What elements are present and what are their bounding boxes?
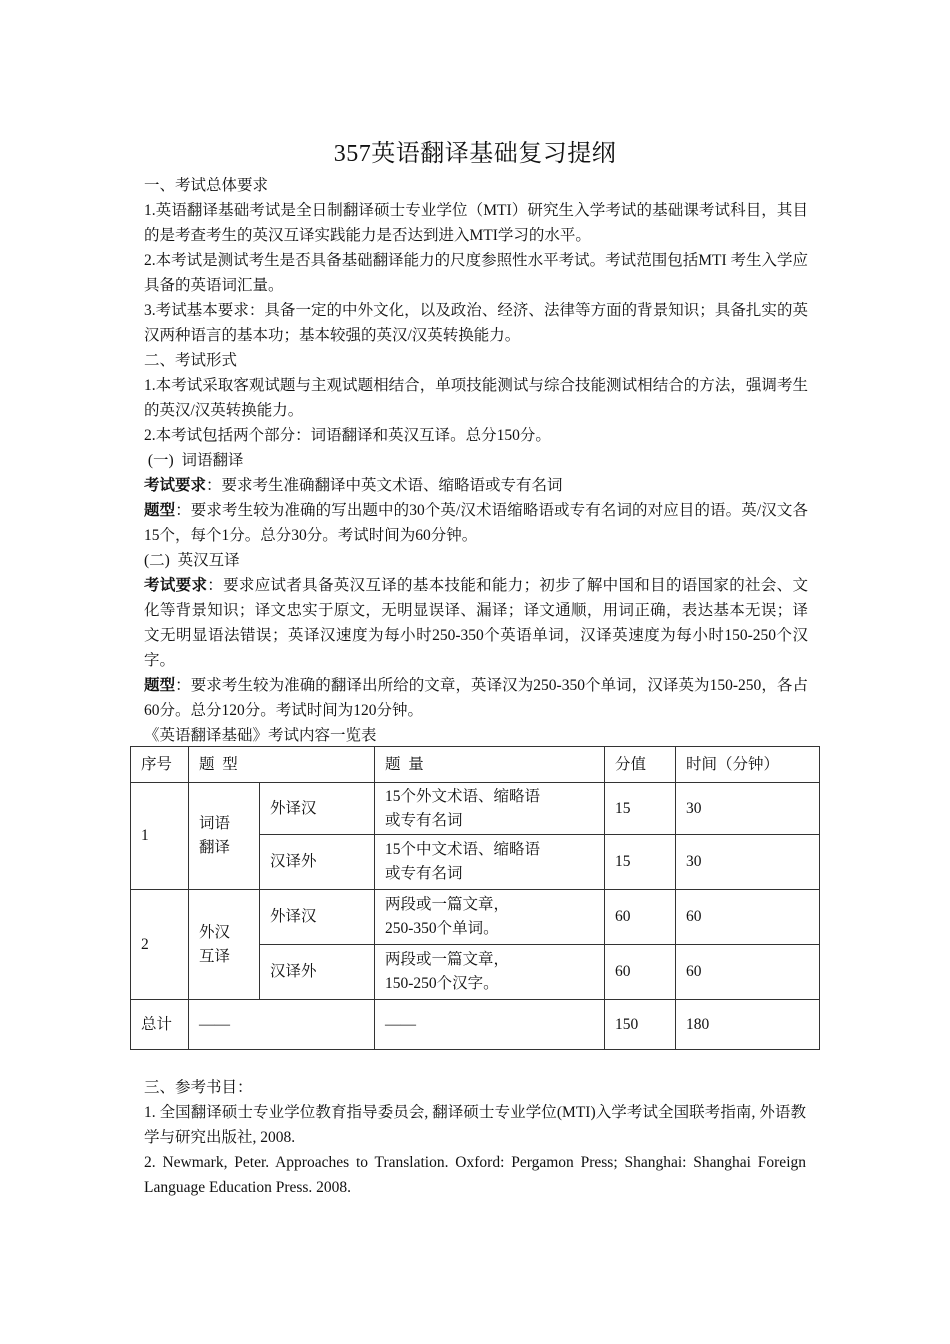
section-1-paragraph-2: 2.本考试是测试考生是否具备基础翻译能力的尺度参照性水平考试。考试范围包括MTI 考生入学应具备的英语词汇量。 <box>144 252 808 294</box>
header-no: 序号 <box>131 747 189 783</box>
cell-time: 30 <box>676 835 820 890</box>
question-type-text: ：要求考生较为准确的翻译出所给的文章，英译汉为250-350个单词，汉译英为150-250，各占60分。总分120分。考试时间为120分钟。 <box>144 677 808 719</box>
cell-type <box>189 783 260 890</box>
cell-type-line-1: 词语 <box>199 815 231 832</box>
cell-type-line-1: 外汉 <box>199 923 231 941</box>
table-caption: 《英语翻译基础》考试内容一览表 <box>144 727 377 744</box>
document-title: 357英语翻译基础复习提纲 <box>333 141 617 167</box>
header-type: 题 型 <box>189 747 375 783</box>
cell-score: 60 <box>605 890 676 945</box>
cell-content <box>375 783 605 835</box>
reference-2: 2. Newmark, Peter. Approaches to Translation. Oxford: Pergamon Press; Shanghai: Shanghai Foreign Language Education Press. 2008. <box>144 1154 806 1196</box>
header-time: 时间（分钟） <box>676 747 820 783</box>
cell-content-line-2: 或专有名词 <box>385 865 463 882</box>
question-type-label: 题型 <box>144 677 176 694</box>
reference-1: 1. 全国翻译硕士专业学位教育指导委员会, 翻译硕士专业学位(MTI)入学考试全国联考指南, 外语教学与研究出版社, 2008. <box>144 1104 806 1146</box>
section-2-paragraph-1: 1.本考试采取客观试题与主观试题相结合，单项技能测试与综合技能测试相结合的方法，强调考生的英汉/汉英转换能力。 <box>144 377 808 419</box>
exam-table-wrapper <box>130 746 820 1050</box>
cell-content <box>375 945 605 1000</box>
requirement-text: ：要求应试者具备英汉互译的基本技能和能力；初步了解中国和目的语国家的社会、文化等背景知识；译文忠实于原文，无明显误译、漏译；译文通顺，用词正确，表达基本无误；译文无明显语法错误；英译汉速度为每小时250-350个英语单词，汉译英速度为每小时150-250个汉字。 <box>144 577 808 669</box>
cell-subtype: 汉译外 <box>260 835 375 890</box>
section-2-heading: 二、考试形式 <box>144 352 238 369</box>
cell-subtype: 汉译外 <box>260 945 375 1000</box>
cell-content-line-2: 250-350个单词。 <box>385 920 499 937</box>
cell-score: 60 <box>605 945 676 1000</box>
cell-total-time: 180 <box>676 1000 820 1050</box>
cell-no: 1 <box>131 783 189 890</box>
exam-content-table <box>130 746 820 1050</box>
cell-score: 15 <box>605 835 676 890</box>
cell-content-line-1: 15个外文术语、缩略语 <box>385 787 541 805</box>
part-1-question-type <box>144 498 808 548</box>
header-score: 分值 <box>605 747 676 783</box>
cell-no: 2 <box>131 890 189 1000</box>
references-section <box>144 1075 806 1200</box>
cell-time: 60 <box>676 890 820 945</box>
cell-content <box>375 835 605 890</box>
section-1-paragraph-1: 1.英语翻译基础考试是全日制翻译硕士专业学位（MTI）研究生入学考试的基础课考试科目，其目的是考查考生的英汉互译实践能力是否达到进入MTI学习的水平。 <box>144 202 808 244</box>
cell-content <box>375 890 605 945</box>
table-row <box>131 890 820 945</box>
cell-content-line-1: 两段或一篇文章， <box>385 951 510 968</box>
cell-subtype: 外译汉 <box>260 783 375 835</box>
cell-subtype: 外译汉 <box>260 890 375 945</box>
cell-time: 60 <box>676 945 820 1000</box>
table-total-row <box>131 1000 820 1050</box>
cell-total-label: 总计 <box>131 1000 189 1050</box>
cell-time: 30 <box>676 783 820 835</box>
requirement-label: 考试要求 <box>144 577 208 594</box>
cell-score: 15 <box>605 783 676 835</box>
table-row <box>131 783 820 835</box>
cell-type-line-2: 翻译 <box>199 839 231 856</box>
section-3-heading: 三、参考书目： <box>144 1079 253 1096</box>
part-2-requirement <box>144 573 808 673</box>
requirement-text: ：要求考生准确翻译中英文术语、缩略语或专有名词 <box>206 477 563 494</box>
cell-content-line-1: 15个中文术语、缩略语 <box>385 841 541 858</box>
header-content: 题 量 <box>375 747 605 783</box>
question-type-text: ：要求考生较为准确的写出题中的30个英/汉术语缩略语或专有名词的对应目的语。英/汉文各15个，每个1分。总分30分。考试时间为60分钟。 <box>144 502 808 544</box>
table-header-row <box>131 747 820 783</box>
cell-content-line-1: 两段或一篇文章， <box>385 896 510 913</box>
part-1-heading: (一) 词语翻译 <box>144 452 244 469</box>
cell-type-line-2: 互译 <box>199 947 231 965</box>
requirement-label: 考试要求 <box>144 477 207 494</box>
cell-type <box>189 890 260 1000</box>
section-2-paragraph-2: 2.本考试包括两个部分：词语翻译和英汉互译。总分150分。 <box>144 427 551 444</box>
cell-content-line-2: 150-250个汉字。 <box>385 975 499 992</box>
part-2-heading: (二) 英汉互译 <box>144 552 240 569</box>
cell-total-type: —— <box>189 1000 375 1050</box>
main-content <box>144 173 808 748</box>
question-type-label: 题型 <box>144 502 176 519</box>
cell-content-line-2: 或专有名词 <box>385 811 463 829</box>
section-1-paragraph-3: 3.考试基本要求：具备一定的中外文化，以及政治、经济、法律等方面的背景知识；具备扎实的英汉两种语言的基本功；基本较强的英汉/汉英转换能力。 <box>144 302 808 344</box>
part-1-requirement <box>144 473 808 498</box>
cell-total-content: —— <box>375 1000 605 1050</box>
part-2-question-type <box>144 673 808 723</box>
cell-total-score: 150 <box>605 1000 676 1050</box>
section-1-heading: 一、考试总体要求 <box>144 177 269 194</box>
